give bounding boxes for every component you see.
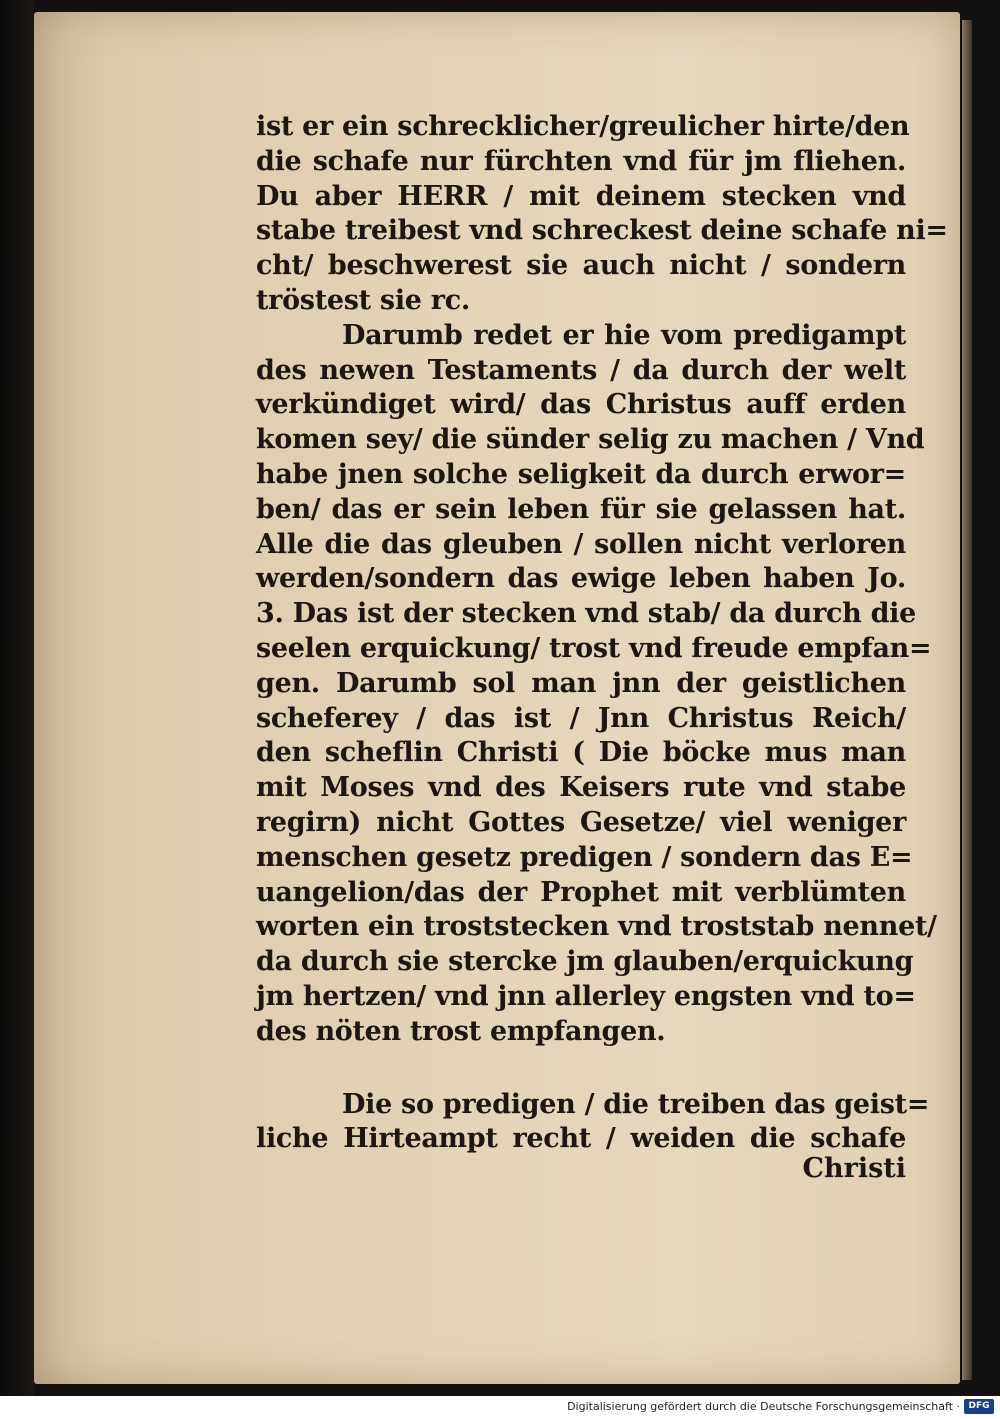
text-line: gen. Darumb sol man jnn der geistlichen bbox=[256, 667, 906, 699]
paragraph-2 bbox=[256, 319, 937, 1050]
text-line: ist er ein schrecklicher/greulicher hirte/den bbox=[256, 111, 910, 142]
text-line: seelen erquickung/ trost vnd freude empfan= bbox=[256, 632, 932, 664]
text-line: stabe treibest vnd schreckest deine schafe ni= bbox=[256, 215, 948, 247]
text-line: komen sey/ die sünder selig zu machen / Vnd bbox=[256, 424, 925, 456]
catchword: Christi bbox=[802, 1153, 906, 1184]
text-line: Du aber HERR / mit deinem stecken vnd bbox=[256, 180, 906, 212]
binding-shadow bbox=[0, 0, 34, 1396]
text-line: den scheflin Christi ( Die böcke mus man bbox=[256, 737, 906, 769]
funding-credit: Digitalisierung gefördert durch die Deutsche Forschungsgemeinschaft · bbox=[567, 1400, 960, 1413]
text-line: des nöten trost empfangen. bbox=[256, 1015, 666, 1047]
paragraph-gap bbox=[256, 1050, 906, 1088]
text-line: verkündiget wird/ das Christus auff erden bbox=[256, 389, 906, 421]
text-line: jm hertzen/ vnd jnn allerley engsten vnd to= bbox=[256, 980, 916, 1012]
page-text bbox=[256, 110, 948, 1157]
text-line: Darumb redet er hie vom predigampt bbox=[342, 319, 906, 351]
text-line: des newen Testaments / da durch der welt bbox=[256, 354, 906, 386]
text-line: da durch sie stercke jm glauben/erquickung bbox=[256, 946, 914, 978]
text-line: Die so predigen / die treiben das geist= bbox=[342, 1088, 930, 1120]
paragraph-3 bbox=[256, 1088, 930, 1158]
text-line: liche Hirteampt recht / weiden die schafe bbox=[256, 1123, 906, 1155]
text-line: tröstest sie rc. bbox=[256, 284, 470, 316]
text-line: regirn) nicht Gottes Gesetze/ viel weniger bbox=[256, 806, 906, 838]
text-line: menschen gesetz predigen / sondern das E= bbox=[256, 841, 913, 873]
text-line: worten ein troststecken vnd troststab nennet/ bbox=[256, 911, 937, 943]
text-line: ben/ das er sein leben für sie gelassen hat. bbox=[256, 493, 906, 525]
text-line: cht/ beschwerest sie auch nicht / sondern bbox=[256, 250, 906, 282]
page-edge bbox=[962, 20, 972, 1380]
text-line: Alle die das gleuben / sollen nicht verloren bbox=[256, 528, 906, 560]
text-line: werden/sondern das ewige leben haben Jo. bbox=[256, 563, 906, 595]
text-line: scheferey / das ist / Jnn Christus Reich/ bbox=[256, 702, 906, 734]
text-line: 3. Das ist der stecken vnd stab/ da durch die bbox=[256, 598, 917, 630]
paragraph-1 bbox=[256, 110, 948, 319]
text-line: mit Moses vnd des Keisers rute vnd stabe bbox=[256, 772, 906, 804]
text-line: habe jnen solche seligkeit da durch erwor= bbox=[256, 458, 906, 490]
text-line: die schafe nur fürchten vnd für jm fliehen. bbox=[256, 145, 906, 177]
footer-bar bbox=[0, 1396, 1000, 1419]
text-line: uangelion/das der Prophet mit verblümten bbox=[256, 876, 906, 908]
dfg-logo-icon: DFG bbox=[964, 1399, 994, 1414]
